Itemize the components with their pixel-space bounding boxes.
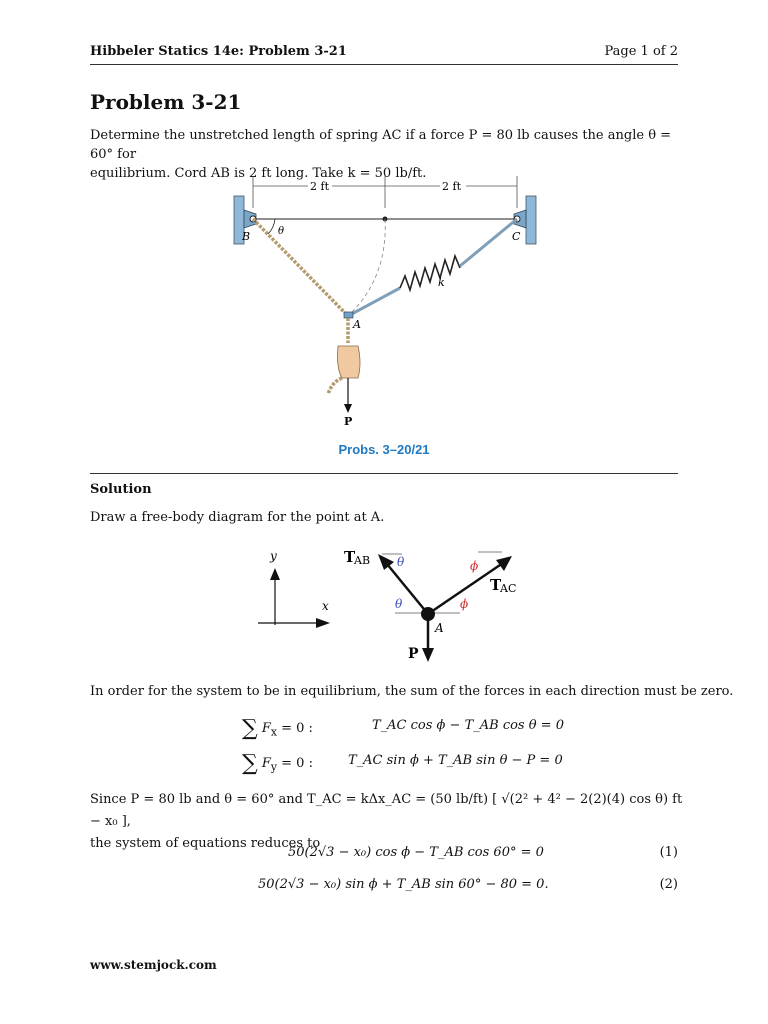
equation-1: 50(2√3 − x₀) cos ϕ − T_AB cos 60° = 0 <box>288 845 544 860</box>
phi-top: ϕ <box>470 559 479 573</box>
x-axis-arrow <box>316 618 330 628</box>
swing-arc <box>348 219 385 316</box>
header-title: Hibbeler Statics 14e: Problem 3-21 <box>90 44 347 59</box>
equation-fx-rhs: T_AC cos ϕ − T_AB cos θ = 0 <box>372 718 564 733</box>
fx-symbol: F <box>261 721 271 736</box>
label-a: A <box>353 318 361 331</box>
equation-2-number: (2) <box>659 877 678 892</box>
tab-sub: AB <box>354 554 371 567</box>
right-wall <box>526 196 536 244</box>
header-rule <box>90 64 678 65</box>
tac-arrowhead <box>496 556 512 571</box>
equation-fy-rhs: T_AC sin ϕ + T_AB sin θ − P = 0 <box>348 753 563 768</box>
node-a <box>421 607 435 621</box>
phi-bottom: ϕ <box>460 597 469 611</box>
label-p: P <box>344 415 353 428</box>
tac-sub: AC <box>500 582 517 595</box>
cord-tail <box>328 378 342 394</box>
fbd-intro: Draw a free-body diagram for the point at A. <box>90 510 385 525</box>
theta-label: θ <box>278 226 285 237</box>
equation-fx: ∑ $F_x = 0$ : <box>242 716 313 741</box>
tab-main: T <box>344 548 356 566</box>
equilibrium-intro: In order for the system to be in equilibrium, the sum of the forces in each direction must be zero. <box>90 684 734 699</box>
y-label: y <box>270 549 277 563</box>
problem-figure <box>220 168 550 468</box>
fy-symbol: F <box>261 756 271 771</box>
theta-arc <box>268 219 275 234</box>
p-arrowhead <box>422 648 434 662</box>
label-c: C <box>512 230 521 243</box>
equation-1-number: (1) <box>659 845 678 860</box>
sum-symbol: ∑ <box>242 751 258 776</box>
tac-main: T <box>490 576 502 594</box>
hand <box>338 346 361 378</box>
tab-arrowhead <box>378 554 394 570</box>
fy-sub: y <box>270 760 278 774</box>
fx-sub: x <box>270 725 277 739</box>
footer-url: www.stemjock.com <box>90 958 217 972</box>
theta-top: θ <box>397 555 405 569</box>
since-line-2: the system of equations reduces to <box>90 836 321 851</box>
equation-2: 50(2√3 − x₀) sin ϕ + T_AB sin 60° − 80 = 0. <box>258 877 549 892</box>
solution-heading: Solution <box>90 482 152 497</box>
problem-line-1: Determine the unstretched length of spring AC if a force P = 80 lb causes the angle θ = 60° for <box>90 128 672 162</box>
y-axis-arrow <box>270 568 280 580</box>
ring-a <box>344 312 353 318</box>
rod-a <box>348 288 400 316</box>
figure-caption: Probs. 3–20/21 <box>338 442 430 457</box>
dim-label-right: 2 ft <box>442 180 461 193</box>
sum-symbol: ∑ <box>242 716 258 741</box>
since-line-1: Since P = 80 lb and θ = 60° and T_AC = kΔx_AC = (50 lb/ft) [ √(2² + 4² − 2(2)(4) cos θ) ft − x₀ ], <box>90 792 683 829</box>
equation-fy: ∑ $F_y = 0$ : <box>242 751 313 776</box>
spring-coil <box>400 256 460 290</box>
free-body-diagram <box>250 540 540 670</box>
problem-line-2: equilibrium. Cord AB is 2 ft long. Take k = 50 lb/ft. <box>90 166 427 181</box>
label-k: k <box>438 276 445 289</box>
cord-ab <box>253 219 348 316</box>
tab-vector <box>387 564 428 614</box>
force-p-head <box>344 404 352 413</box>
x-label: x <box>322 599 329 613</box>
problem-title: Problem 3-21 <box>90 90 242 114</box>
label-b: B <box>242 230 251 243</box>
fbd-a-label: A <box>435 621 444 635</box>
fbd-p-label: P <box>408 646 419 662</box>
page-number: Page 1 of 2 <box>604 44 678 59</box>
theta-bottom: θ <box>395 597 403 611</box>
dim-label-left: 2 ft <box>310 180 329 193</box>
rod-c <box>460 219 517 266</box>
section-rule <box>90 473 678 474</box>
